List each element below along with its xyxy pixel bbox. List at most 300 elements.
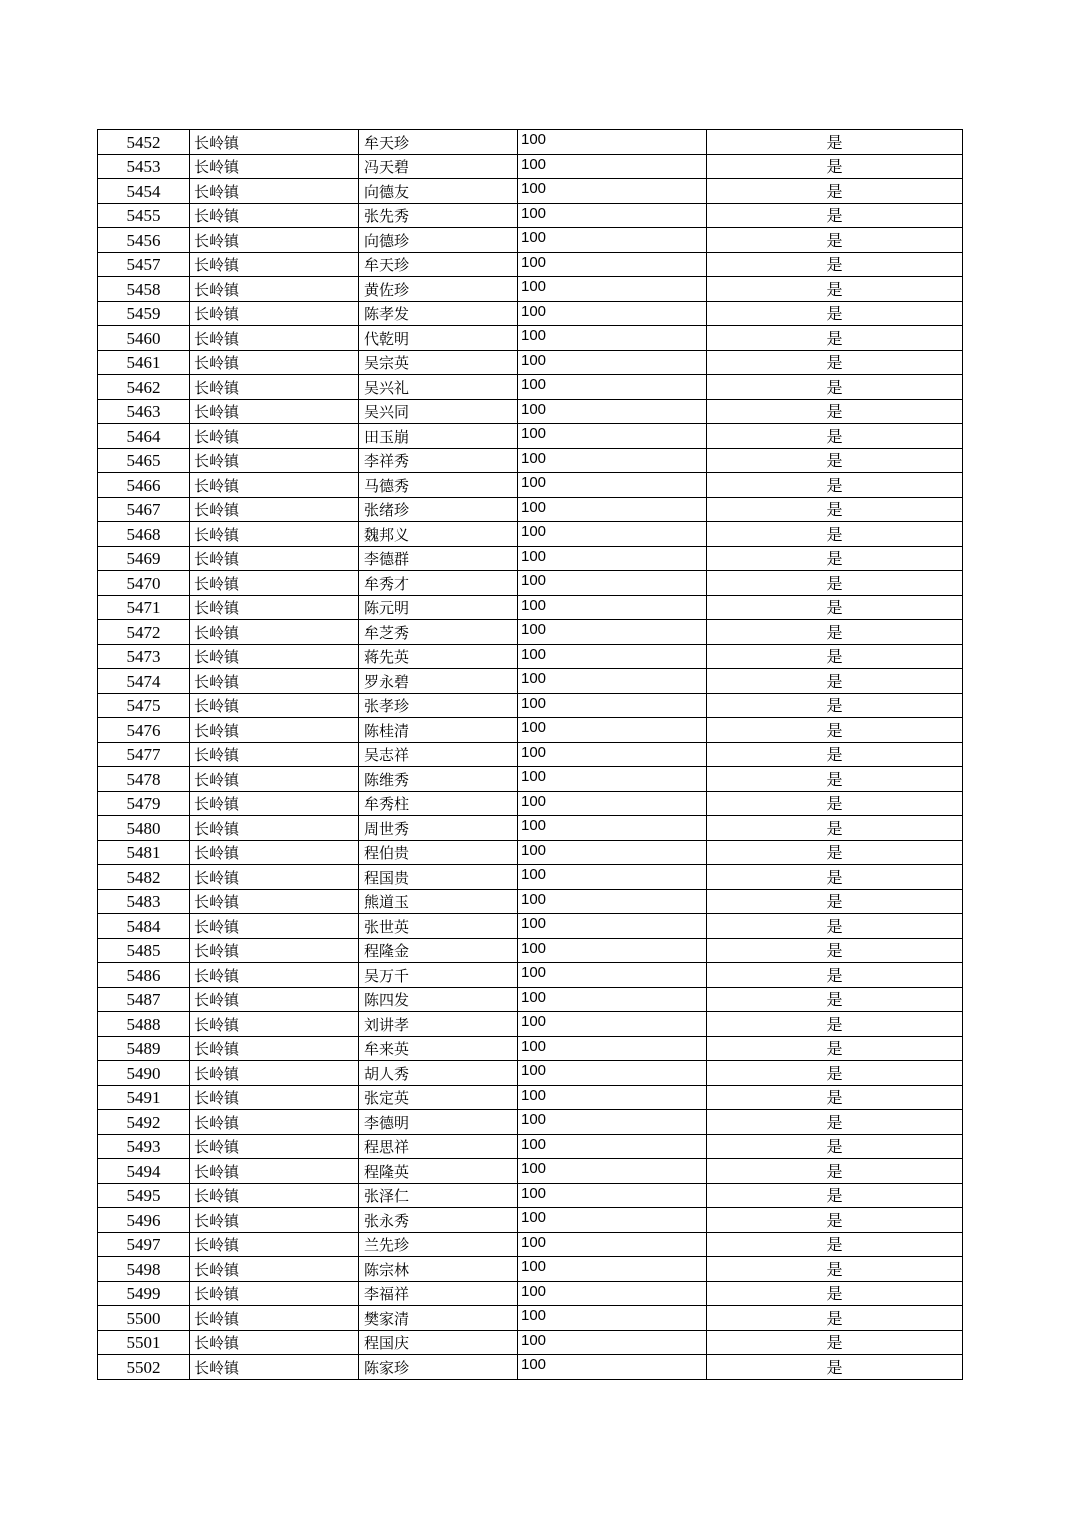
amount-cell: 100: [518, 816, 707, 841]
person-name-cell: 牟秀才: [359, 571, 518, 596]
table-row: [98, 1306, 963, 1331]
amount-cell: 100: [518, 1036, 707, 1061]
status-cell: 是: [707, 840, 963, 865]
table-row: [98, 1232, 963, 1257]
town-cell: 长岭镇: [190, 644, 359, 669]
status-cell: 是: [707, 571, 963, 596]
status-cell: 是: [707, 914, 963, 939]
person-name-cell: 冯天碧: [359, 154, 518, 179]
town-cell: 长岭镇: [190, 767, 359, 792]
amount-cell: 100: [518, 1208, 707, 1233]
amount-cell: 100: [518, 522, 707, 547]
status-cell: 是: [707, 326, 963, 351]
town-cell: 长岭镇: [190, 228, 359, 253]
town-cell: 长岭镇: [190, 718, 359, 743]
person-name-cell: 魏邦义: [359, 522, 518, 547]
town-cell: 长岭镇: [190, 914, 359, 939]
status-cell: 是: [707, 154, 963, 179]
status-cell: 是: [707, 1061, 963, 1086]
amount-cell: 100: [518, 693, 707, 718]
status-cell: 是: [707, 424, 963, 449]
town-cell: 长岭镇: [190, 326, 359, 351]
table-row: [98, 326, 963, 351]
person-name-cell: 张定英: [359, 1085, 518, 1110]
table-row: [98, 1183, 963, 1208]
person-name-cell: 代乾明: [359, 326, 518, 351]
table-row: [98, 571, 963, 596]
row-number-cell: 5485: [98, 938, 190, 963]
town-cell: 长岭镇: [190, 277, 359, 302]
table-row: [98, 693, 963, 718]
amount-cell: 100: [518, 644, 707, 669]
table-row: [98, 914, 963, 939]
table-row: [98, 350, 963, 375]
row-number-cell: 5498: [98, 1257, 190, 1282]
table-row: [98, 767, 963, 792]
town-cell: 长岭镇: [190, 179, 359, 204]
row-number-cell: 5458: [98, 277, 190, 302]
town-cell: 长岭镇: [190, 424, 359, 449]
table-row: [98, 301, 963, 326]
town-cell: 长岭镇: [190, 889, 359, 914]
person-name-cell: 牟秀柱: [359, 791, 518, 816]
person-name-cell: 兰先珍: [359, 1232, 518, 1257]
table-row: [98, 644, 963, 669]
town-cell: 长岭镇: [190, 1306, 359, 1331]
person-name-cell: 胡人秀: [359, 1061, 518, 1086]
town-cell: 长岭镇: [190, 963, 359, 988]
town-cell: 长岭镇: [190, 840, 359, 865]
status-cell: 是: [707, 301, 963, 326]
status-cell: 是: [707, 693, 963, 718]
amount-cell: 100: [518, 742, 707, 767]
person-name-cell: 吴志祥: [359, 742, 518, 767]
person-name-cell: 程隆金: [359, 938, 518, 963]
row-number-cell: 5465: [98, 448, 190, 473]
table-row: [98, 1281, 963, 1306]
table-body: [98, 130, 963, 1380]
person-name-cell: 张先秀: [359, 203, 518, 228]
amount-cell: 100: [518, 326, 707, 351]
status-cell: 是: [707, 620, 963, 645]
amount-cell: 100: [518, 840, 707, 865]
person-name-cell: 吴兴同: [359, 399, 518, 424]
town-cell: 长岭镇: [190, 1134, 359, 1159]
status-cell: 是: [707, 1012, 963, 1037]
town-cell: 长岭镇: [190, 987, 359, 1012]
amount-cell: 100: [518, 767, 707, 792]
person-name-cell: 向德友: [359, 179, 518, 204]
town-cell: 长岭镇: [190, 1159, 359, 1184]
row-number-cell: 5454: [98, 179, 190, 204]
town-cell: 长岭镇: [190, 816, 359, 841]
table-row: [98, 1110, 963, 1135]
row-number-cell: 5475: [98, 693, 190, 718]
row-number-cell: 5456: [98, 228, 190, 253]
status-cell: 是: [707, 1159, 963, 1184]
table-row: [98, 889, 963, 914]
status-cell: 是: [707, 228, 963, 253]
town-cell: 长岭镇: [190, 620, 359, 645]
town-cell: 长岭镇: [190, 522, 359, 547]
person-name-cell: 吴宗英: [359, 350, 518, 375]
table-row: [98, 522, 963, 547]
town-cell: 长岭镇: [190, 1183, 359, 1208]
row-number-cell: 5476: [98, 718, 190, 743]
amount-cell: 100: [518, 889, 707, 914]
amount-cell: 100: [518, 130, 707, 155]
row-number-cell: 5452: [98, 130, 190, 155]
status-cell: 是: [707, 1232, 963, 1257]
row-number-cell: 5501: [98, 1330, 190, 1355]
amount-cell: 100: [518, 1061, 707, 1086]
row-number-cell: 5484: [98, 914, 190, 939]
row-number-cell: 5460: [98, 326, 190, 351]
amount-cell: 100: [518, 1281, 707, 1306]
table-row: [98, 399, 963, 424]
status-cell: 是: [707, 1110, 963, 1135]
town-cell: 长岭镇: [190, 375, 359, 400]
status-cell: 是: [707, 1183, 963, 1208]
person-name-cell: 牟来英: [359, 1036, 518, 1061]
row-number-cell: 5492: [98, 1110, 190, 1135]
amount-cell: 100: [518, 154, 707, 179]
amount-cell: 100: [518, 1355, 707, 1380]
amount-cell: 100: [518, 424, 707, 449]
town-cell: 长岭镇: [190, 693, 359, 718]
status-cell: 是: [707, 448, 963, 473]
person-name-cell: 向德珍: [359, 228, 518, 253]
status-cell: 是: [707, 473, 963, 498]
status-cell: 是: [707, 1085, 963, 1110]
table-row: [98, 546, 963, 571]
amount-cell: 100: [518, 1183, 707, 1208]
person-name-cell: 樊家清: [359, 1306, 518, 1331]
row-number-cell: 5468: [98, 522, 190, 547]
person-name-cell: 张世英: [359, 914, 518, 939]
status-cell: 是: [707, 938, 963, 963]
town-cell: 长岭镇: [190, 473, 359, 498]
table-row: [98, 130, 963, 155]
town-cell: 长岭镇: [190, 203, 359, 228]
row-number-cell: 5494: [98, 1159, 190, 1184]
status-cell: 是: [707, 252, 963, 277]
person-name-cell: 李德群: [359, 546, 518, 571]
row-number-cell: 5462: [98, 375, 190, 400]
amount-cell: 100: [518, 203, 707, 228]
amount-cell: 100: [518, 301, 707, 326]
person-name-cell: 蒋先英: [359, 644, 518, 669]
table-row: [98, 1012, 963, 1037]
town-cell: 长岭镇: [190, 865, 359, 890]
row-number-cell: 5471: [98, 595, 190, 620]
amount-cell: 100: [518, 1306, 707, 1331]
row-number-cell: 5473: [98, 644, 190, 669]
town-cell: 长岭镇: [190, 791, 359, 816]
table-row: [98, 277, 963, 302]
row-number-cell: 5502: [98, 1355, 190, 1380]
status-cell: 是: [707, 1257, 963, 1282]
person-name-cell: 程隆英: [359, 1159, 518, 1184]
row-number-cell: 5487: [98, 987, 190, 1012]
row-number-cell: 5463: [98, 399, 190, 424]
person-name-cell: 陈家珍: [359, 1355, 518, 1380]
status-cell: 是: [707, 1134, 963, 1159]
town-cell: 长岭镇: [190, 742, 359, 767]
person-name-cell: 田玉崩: [359, 424, 518, 449]
amount-cell: 100: [518, 546, 707, 571]
town-cell: 长岭镇: [190, 497, 359, 522]
amount-cell: 100: [518, 571, 707, 596]
amount-cell: 100: [518, 1330, 707, 1355]
status-cell: 是: [707, 546, 963, 571]
amount-cell: 100: [518, 277, 707, 302]
row-number-cell: 5474: [98, 669, 190, 694]
row-number-cell: 5480: [98, 816, 190, 841]
status-cell: 是: [707, 767, 963, 792]
town-cell: 长岭镇: [190, 669, 359, 694]
status-cell: 是: [707, 742, 963, 767]
status-cell: 是: [707, 1036, 963, 1061]
table-row: [98, 375, 963, 400]
table-row: [98, 448, 963, 473]
status-cell: 是: [707, 277, 963, 302]
town-cell: 长岭镇: [190, 154, 359, 179]
person-name-cell: 程国庆: [359, 1330, 518, 1355]
town-cell: 长岭镇: [190, 1232, 359, 1257]
table-row: [98, 669, 963, 694]
person-name-cell: 程思祥: [359, 1134, 518, 1159]
row-number-cell: 5499: [98, 1281, 190, 1306]
amount-cell: 100: [518, 1110, 707, 1135]
status-cell: 是: [707, 889, 963, 914]
town-cell: 长岭镇: [190, 350, 359, 375]
amount-cell: 100: [518, 228, 707, 253]
table-row: [98, 252, 963, 277]
amount-cell: 100: [518, 791, 707, 816]
table-row: [98, 963, 963, 988]
person-name-cell: 陈宗林: [359, 1257, 518, 1282]
person-name-cell: 李德明: [359, 1110, 518, 1135]
amount-cell: 100: [518, 1134, 707, 1159]
person-name-cell: 陈桂清: [359, 718, 518, 743]
table-row: [98, 1134, 963, 1159]
town-cell: 长岭镇: [190, 1257, 359, 1282]
amount-cell: 100: [518, 620, 707, 645]
person-name-cell: 牟芝秀: [359, 620, 518, 645]
status-cell: 是: [707, 791, 963, 816]
person-name-cell: 张绪珍: [359, 497, 518, 522]
amount-cell: 100: [518, 448, 707, 473]
amount-cell: 100: [518, 1159, 707, 1184]
table-row: [98, 1355, 963, 1380]
table-row: [98, 154, 963, 179]
table-row: [98, 473, 963, 498]
table-row: [98, 1036, 963, 1061]
status-cell: 是: [707, 1208, 963, 1233]
row-number-cell: 5497: [98, 1232, 190, 1257]
status-cell: 是: [707, 130, 963, 155]
status-cell: 是: [707, 963, 963, 988]
amount-cell: 100: [518, 1257, 707, 1282]
person-name-cell: 周世秀: [359, 816, 518, 841]
row-number-cell: 5453: [98, 154, 190, 179]
person-name-cell: 李祥秀: [359, 448, 518, 473]
amount-cell: 100: [518, 252, 707, 277]
person-name-cell: 吴兴礼: [359, 375, 518, 400]
town-cell: 长岭镇: [190, 301, 359, 326]
table-row: [98, 424, 963, 449]
person-name-cell: 张孝珍: [359, 693, 518, 718]
row-number-cell: 5478: [98, 767, 190, 792]
town-cell: 长岭镇: [190, 546, 359, 571]
person-name-cell: 陈维秀: [359, 767, 518, 792]
status-cell: 是: [707, 865, 963, 890]
row-number-cell: 5486: [98, 963, 190, 988]
status-cell: 是: [707, 375, 963, 400]
row-number-cell: 5455: [98, 203, 190, 228]
row-number-cell: 5493: [98, 1134, 190, 1159]
row-number-cell: 5482: [98, 865, 190, 890]
town-cell: 长岭镇: [190, 1355, 359, 1380]
amount-cell: 100: [518, 473, 707, 498]
status-cell: 是: [707, 1306, 963, 1331]
status-cell: 是: [707, 987, 963, 1012]
status-cell: 是: [707, 1330, 963, 1355]
table-row: [98, 1257, 963, 1282]
status-cell: 是: [707, 595, 963, 620]
table-row: [98, 987, 963, 1012]
town-cell: 长岭镇: [190, 130, 359, 155]
person-name-cell: 陈孝发: [359, 301, 518, 326]
table-row: [98, 620, 963, 645]
table-row: [98, 1330, 963, 1355]
amount-cell: 100: [518, 865, 707, 890]
table-row: [98, 203, 963, 228]
person-name-cell: 牟天珍: [359, 252, 518, 277]
table-row: [98, 938, 963, 963]
town-cell: 长岭镇: [190, 252, 359, 277]
row-number-cell: 5459: [98, 301, 190, 326]
amount-cell: 100: [518, 375, 707, 400]
row-number-cell: 5490: [98, 1061, 190, 1086]
amount-cell: 100: [518, 350, 707, 375]
table-row: [98, 791, 963, 816]
status-cell: 是: [707, 816, 963, 841]
amount-cell: 100: [518, 669, 707, 694]
amount-cell: 100: [518, 497, 707, 522]
person-name-cell: 罗永碧: [359, 669, 518, 694]
table-row: [98, 1208, 963, 1233]
status-cell: 是: [707, 179, 963, 204]
table-row: [98, 1159, 963, 1184]
town-cell: 长岭镇: [190, 1281, 359, 1306]
town-cell: 长岭镇: [190, 448, 359, 473]
status-cell: 是: [707, 1281, 963, 1306]
status-cell: 是: [707, 497, 963, 522]
town-cell: 长岭镇: [190, 571, 359, 596]
status-cell: 是: [707, 644, 963, 669]
row-number-cell: 5481: [98, 840, 190, 865]
row-number-cell: 5479: [98, 791, 190, 816]
table-row: [98, 228, 963, 253]
town-cell: 长岭镇: [190, 1036, 359, 1061]
row-number-cell: 5472: [98, 620, 190, 645]
row-number-cell: 5491: [98, 1085, 190, 1110]
amount-cell: 100: [518, 938, 707, 963]
person-name-cell: 程伯贵: [359, 840, 518, 865]
amount-cell: 100: [518, 987, 707, 1012]
person-name-cell: 陈四发: [359, 987, 518, 1012]
status-cell: 是: [707, 203, 963, 228]
amount-cell: 100: [518, 963, 707, 988]
town-cell: 长岭镇: [190, 1061, 359, 1086]
person-name-cell: 陈元明: [359, 595, 518, 620]
person-name-cell: 牟天珍: [359, 130, 518, 155]
data-table: [97, 129, 963, 1380]
town-cell: 长岭镇: [190, 595, 359, 620]
table-row: [98, 1085, 963, 1110]
town-cell: 长岭镇: [190, 1012, 359, 1037]
town-cell: 长岭镇: [190, 938, 359, 963]
row-number-cell: 5461: [98, 350, 190, 375]
row-number-cell: 5464: [98, 424, 190, 449]
amount-cell: 100: [518, 1232, 707, 1257]
status-cell: 是: [707, 522, 963, 547]
table-row: [98, 840, 963, 865]
table-row: [98, 179, 963, 204]
person-name-cell: 熊道玉: [359, 889, 518, 914]
amount-cell: 100: [518, 595, 707, 620]
town-cell: 长岭镇: [190, 1330, 359, 1355]
table-row: [98, 718, 963, 743]
person-name-cell: 马德秀: [359, 473, 518, 498]
town-cell: 长岭镇: [190, 1208, 359, 1233]
table-row: [98, 865, 963, 890]
status-cell: 是: [707, 350, 963, 375]
row-number-cell: 5470: [98, 571, 190, 596]
status-cell: 是: [707, 399, 963, 424]
person-name-cell: 程国贵: [359, 865, 518, 890]
amount-cell: 100: [518, 1012, 707, 1037]
person-name-cell: 张泽仁: [359, 1183, 518, 1208]
person-name-cell: 张永秀: [359, 1208, 518, 1233]
row-number-cell: 5495: [98, 1183, 190, 1208]
row-number-cell: 5500: [98, 1306, 190, 1331]
row-number-cell: 5457: [98, 252, 190, 277]
amount-cell: 100: [518, 718, 707, 743]
table-row: [98, 497, 963, 522]
status-cell: 是: [707, 669, 963, 694]
row-number-cell: 5483: [98, 889, 190, 914]
amount-cell: 100: [518, 914, 707, 939]
town-cell: 长岭镇: [190, 1085, 359, 1110]
person-name-cell: 黄佐珍: [359, 277, 518, 302]
person-name-cell: 李福祥: [359, 1281, 518, 1306]
row-number-cell: 5466: [98, 473, 190, 498]
row-number-cell: 5488: [98, 1012, 190, 1037]
row-number-cell: 5469: [98, 546, 190, 571]
table-row: [98, 1061, 963, 1086]
person-name-cell: 刘讲孝: [359, 1012, 518, 1037]
status-cell: 是: [707, 718, 963, 743]
row-number-cell: 5477: [98, 742, 190, 767]
town-cell: 长岭镇: [190, 399, 359, 424]
table-row: [98, 595, 963, 620]
table-row: [98, 742, 963, 767]
row-number-cell: 5496: [98, 1208, 190, 1233]
amount-cell: 100: [518, 399, 707, 424]
